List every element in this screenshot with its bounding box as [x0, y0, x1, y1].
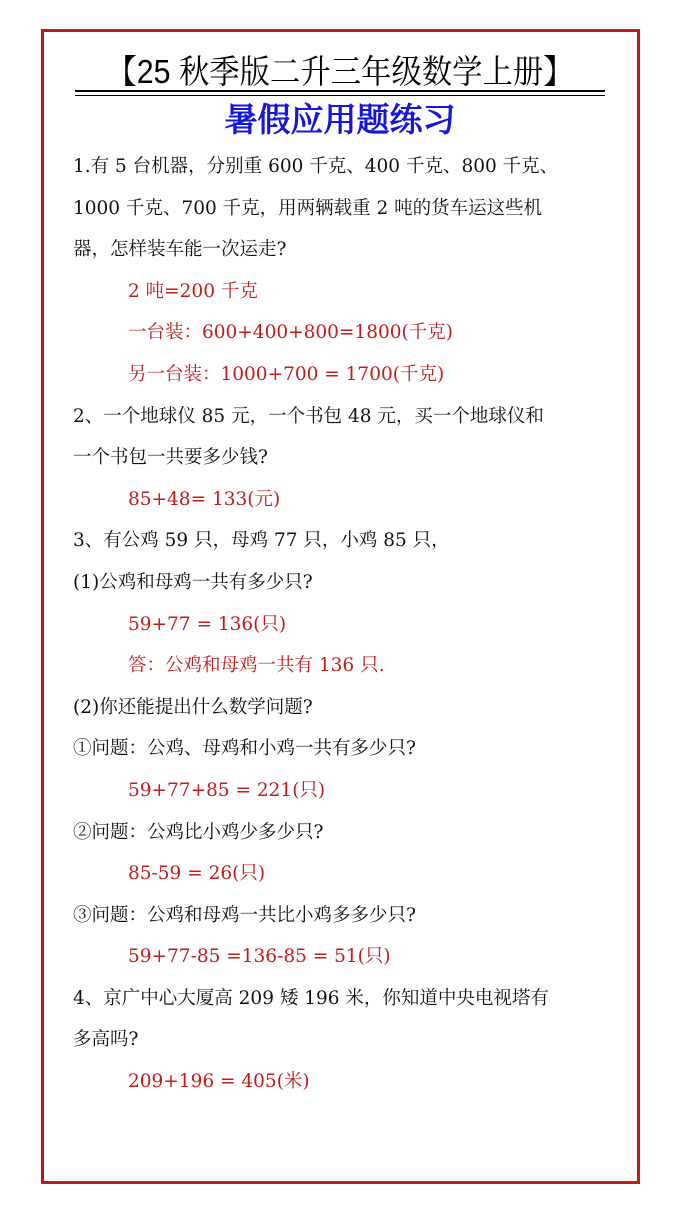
- answer-line: 59+77 = 136(只): [128, 613, 287, 635]
- question-line: 3、有公鸡 59 只，母鸡 77 只，小鸡 85 只，: [73, 530, 450, 552]
- question-line: ③问题：公鸡和母鸡一共比小鸡多多少只?: [73, 904, 416, 926]
- answer-line: 59+77-85 =136-85 = 51(只): [128, 946, 391, 968]
- answer-line: 85-59 = 26(只): [128, 863, 266, 885]
- question-line: (2)你还能提出什么数学问题?: [73, 696, 313, 718]
- question-line: 器，怎样装车能一次运走?: [73, 239, 287, 261]
- question-line: 4、京广中心大厦高 209 矮 196 米，你知道中央电视塔有: [73, 987, 549, 1009]
- answer-line: 另一台装：1000+700 = 1700(千克): [128, 363, 445, 385]
- answer-line: 85+48= 133(元): [128, 488, 281, 510]
- answer-line: 59+77+85 = 221(只): [128, 779, 326, 801]
- question-line: 1000 千克、700 千克，用两辆载重 2 吨的货车运这些机: [73, 197, 543, 219]
- question-line: 一个书包一共要多少钱?: [73, 447, 268, 469]
- answer-line: 209+196 = 405(米): [128, 1071, 310, 1093]
- document-subtitle: 暑假应用题练习: [224, 100, 456, 139]
- document-body: [73, 146, 618, 1103]
- title-underline-thin: [75, 95, 605, 96]
- answer-line: 答：公鸡和母鸡一共有 136 只.: [128, 655, 385, 677]
- question-line: ①问题：公鸡、母鸡和小鸡一共有多少只?: [73, 738, 416, 760]
- question-line: (1)公鸡和母鸡一共有多少只?: [73, 571, 313, 593]
- question-line: 1.有 5 台机器，分别重 600 千克、400 千克、800 千克、: [73, 156, 559, 177]
- answer-line: 一台装：600+400+800=1800(千克): [128, 322, 453, 344]
- document-title: 【25 秋季版二升三年级数学上册】: [106, 53, 574, 90]
- question-line: 2、一个地球仪 85 元，一个书包 48 元，买一个地球仪和: [73, 405, 544, 427]
- question-line: 多高吗?: [73, 1029, 139, 1051]
- question-line: ②问题：公鸡比小鸡少多少只?: [73, 821, 324, 843]
- answer-line: 2 吨=200 千克: [128, 280, 258, 302]
- title-underline: [75, 90, 605, 92]
